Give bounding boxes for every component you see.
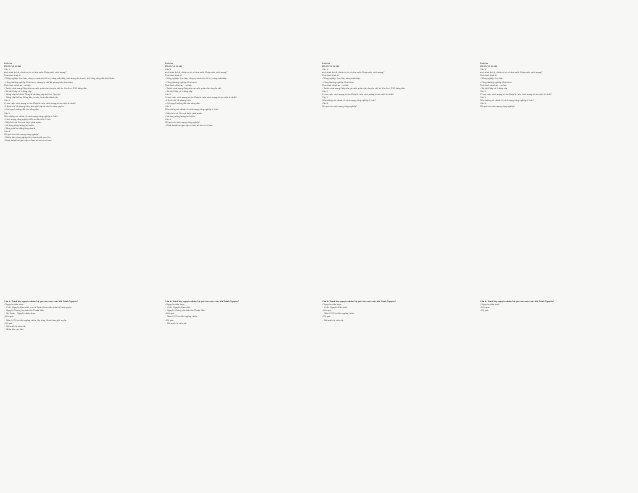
panel-text-line: + Họ Trịnh – Nguyễn đánh nhau. bbox=[4, 312, 36, 316]
panel-text-line: Câu 4: bbox=[480, 102, 487, 106]
panel-text-line: + Đất nước bị chia cắt. bbox=[322, 318, 344, 322]
panel-header-line: Lich Su bbox=[4, 62, 12, 65]
panel-text-line: trích kinh lịch 4, chính trị có sẽ như nước Pháp nước cách mạng? bbox=[4, 71, 67, 75]
panel-text-line: - Kết quả: bbox=[165, 312, 175, 316]
panel-text-line: - Công thương nghiệp: Phát triển. bbox=[165, 80, 198, 84]
panel-text-line: + Nhân dân cực khổ. bbox=[4, 327, 24, 331]
panel-header-line: Câu 4: Trình bày nguyên nhân, bộ quả của cuộc cuộc khi Trình Nguyễn? bbox=[322, 300, 397, 303]
panel-text-line: - Hệ quả: bbox=[322, 315, 331, 319]
panel-text-line: - Giải quyết ruộng đất cho nông dân. bbox=[4, 108, 40, 112]
panel-text-line: - Công thương nghiệp: Phát triển. bbox=[480, 80, 513, 84]
panel-text-line: - Nông nghiệp: Lạc hậu, công cụ canh tác thô sơ, năng suất thấp. bbox=[165, 77, 227, 81]
panel-text-line: Tình hình chính trị – xã hội: bbox=[322, 83, 349, 87]
panel-6 bbox=[165, 300, 315, 448]
panel-text-line: - Trước cách mạng Pháp tồn tại nước quân chủ chuyên chế do Vua Lu-i XVI đứng đầu. bbox=[322, 86, 406, 90]
panel-text-line: Vì sao cuộc cách mạng tư sản Pháp là cuộc cách mạng tư sản triệt để nhất? bbox=[480, 92, 552, 96]
panel-text-line: trích kinh lịch 4, chính trị có sẽ như nước Pháp nước cách mạng? bbox=[165, 71, 228, 75]
panel-text-line: Hệ quả của cách mạng công nghiệp? bbox=[165, 120, 201, 124]
panel-text-line: Hệ quả của cách mạng công nghiệp? bbox=[480, 105, 516, 109]
panel-7 bbox=[322, 300, 472, 448]
panel-text-line: + 1545: Nguyễn Kim chết. bbox=[322, 306, 348, 310]
panel-text-line: Nêu những nét chính về cách mạng công nghiệp ở Anh? bbox=[4, 114, 58, 118]
panel-text-line: - Kết quả: bbox=[322, 309, 332, 313]
panel-header-line: PHAN VI 12-201 bbox=[4, 65, 22, 69]
panel-text-line: - Trước cách mạng Pháp tồn tại nước quân chủ chuyên chế do Vua Lu-i XVI đứng đầu. bbox=[4, 86, 88, 90]
panel-text-line: - Công thương nghiệp: Phát triển, nhưng bị chế độ phong kiến kìm hãm. bbox=[4, 80, 74, 84]
panel-text-line: - Lật đổ chế độ phong kiến, đưa giai cấp tư sản lên cầm quyền. bbox=[4, 105, 65, 109]
panel-text-line: + Năm 1672 hai bên ngừng chiến. bbox=[322, 312, 355, 316]
panel-text-line: Tình hình chính trị – xã hội: bbox=[480, 83, 507, 87]
panel-text-line: Câu 4: bbox=[4, 130, 11, 134]
panel-text-line: - Máy kéo sợi Gien-ni được phát minh. bbox=[4, 120, 42, 124]
panel-text-line: + Năm 1672 hai bên ngừng chiến, lấy sông Gianh làm giới tuyến. bbox=[4, 318, 67, 322]
panel-text-line: Câu 1: bbox=[4, 68, 11, 72]
panel-text-line: - Nguyên nhân hoạt: bbox=[480, 303, 500, 307]
panel-text-line: Vì sao cuộc cách mạng tư sản Pháp là cuộc cách mạng tư sản triệt để nhất? bbox=[322, 92, 394, 96]
panel-text-line: - Kết quả: bbox=[480, 306, 490, 310]
panel-text-line: - Kết quả: bbox=[4, 315, 14, 319]
panel-header-line: Câu 4: Trình bày nguyên nhân, bộ quả của cuộc cuộc khi Trình Nguyễn? bbox=[4, 300, 79, 303]
panel-text-line: Câu 3: bbox=[4, 111, 11, 115]
panel-text-line: Câu 1: bbox=[322, 68, 329, 72]
panel-header-line: PHAN VI 12-201 bbox=[480, 65, 498, 69]
panel-text-line: - Trước cách mạng Pháp tồn tại nước quân chủ chuyên chế. bbox=[165, 86, 222, 90]
panel-5 bbox=[4, 300, 154, 448]
panel-text-line: Hệ quả của cách mạng công nghiệp? bbox=[4, 133, 40, 137]
panel-text-line: Vì sao cuộc cách mạng tư sản Pháp là cuộc cách mạng tư sản triệt để nhất? bbox=[165, 96, 237, 100]
panel-text-line: + Đất nước bị chia cắt. bbox=[165, 321, 187, 325]
panel-text-line: - Nhiều khu công nghiệp lớn, thành phố mọc lên. bbox=[4, 136, 52, 140]
panel-text-line: Tình hình chính trị – xã hội: bbox=[4, 83, 31, 87]
panel-text-line: Tình hình kinh tế: bbox=[322, 74, 340, 78]
panel-text-line: + 1545: Nguyễn Kim chết. bbox=[165, 306, 191, 310]
panel-text-line: Nêu những nét chính về cách mạng công nghiệp ở Anh? bbox=[480, 99, 534, 103]
panel-text-line: - Nông nghiệp: Lạc hậu, năng suất thấp. bbox=[322, 77, 361, 81]
panel-text-line: + Năm 1672 hai bên ngừng chiến. bbox=[165, 315, 198, 319]
panel-text-line: - Nguyên nhân hoạt: bbox=[165, 303, 185, 307]
panel-text-line: - Nông nghiệp: Lạc hậu. bbox=[480, 77, 504, 81]
panel-text-line: - Lật đổ chế độ phong kiến. bbox=[165, 99, 192, 103]
panel-text-line: - Năng suất lao động tăng nhanh. bbox=[4, 126, 36, 130]
panel-text-line: Câu 2: bbox=[480, 89, 487, 93]
panel-header-line: PHAN VI 12-201 bbox=[165, 65, 183, 69]
panel-text-line: Câu 1: bbox=[480, 68, 487, 72]
panel-text-line: - Công thương nghiệp: Phát triển. bbox=[322, 80, 355, 84]
panel-text-line: Tình hình kinh tế: bbox=[165, 74, 183, 78]
panel-text-line: Nêu những nét chính về cách mạng công nghiệp ở Anh? bbox=[165, 108, 219, 112]
panel-text-line: - Hình thành hai giai cấp cơ bản: tư sản và vô sản. bbox=[4, 139, 52, 143]
panel-header-line: Câu 4: Trình bày nguyên nhân, bộ quả của cuộc cuộc khi Trình Nguyễn? bbox=[165, 300, 240, 303]
panel-text-line: - Sử dụng năng lượng hơi nước. bbox=[165, 114, 196, 118]
panel-text-line: - Nguyên nhân hoạt: bbox=[4, 303, 24, 307]
panel-text-line: Nêu những nét chính về cách mạng công nghiệp ở Anh? bbox=[322, 99, 376, 103]
panel-text-line: Câu 4: bbox=[165, 117, 172, 121]
panel-4 bbox=[480, 62, 630, 252]
panel-header-line: PHAN VI 12-201 bbox=[322, 65, 340, 69]
panel-text-line: + Đẳng cấp thứ nhất: Tăng lữ và đẳng cấp thứ hai: Quý tộc. bbox=[4, 92, 61, 96]
panel-1 bbox=[4, 62, 154, 252]
panel-text-line: Câu 4: bbox=[322, 102, 329, 106]
panel-text-line: Câu 1: bbox=[165, 68, 172, 72]
panel-text-line: + 1545: Nguyễn Kim chết, con là Trịnh Kiểm nắm toàn bộ binh quyền. bbox=[4, 306, 72, 310]
panel-text-line: Câu 2: bbox=[322, 89, 329, 93]
panel-8 bbox=[480, 300, 630, 448]
panel-text-line: - Máy kéo sợi Gien-ni được phát minh. bbox=[165, 111, 203, 115]
panel-text-line: Câu 3: bbox=[322, 96, 329, 100]
panel-text-line: Tình hình kinh tế: bbox=[480, 74, 498, 78]
panel-header-line: Câu 4: Trình bày nguyên nhân, bộ quả của cuộc cuộc khi Trình Nguyễn? bbox=[480, 300, 555, 303]
panel-text-line: - Sử dụng năng lượng hơi nước. bbox=[4, 123, 35, 127]
panel-text-line: Câu 2: bbox=[4, 99, 11, 103]
panel-header-line: Lich Su bbox=[322, 62, 330, 65]
panel-header-line: Lich Su bbox=[480, 62, 488, 65]
panel-text-line: Tình hình chính trị – xã hội: bbox=[165, 83, 192, 87]
panel-text-line: - Nông nghiệp: Lạc hậu, công cụ canh tác thô sơ, năng suất thấp, tình trạng thu hoạch, đời sống nông dân khó khăn. bbox=[4, 77, 115, 81]
panel-text-line: + Nguyễn Hoàng vào trấn thủ Thuận Hóa. bbox=[4, 309, 45, 313]
panel-header-line: Lich Su bbox=[165, 62, 173, 65]
panel-text-line: Câu 3: bbox=[165, 105, 172, 109]
panel-text-line: Tình hình kinh tế: bbox=[4, 74, 22, 78]
panel-text-line: Câu 3: bbox=[480, 96, 487, 100]
panel-text-line: Câu 2: bbox=[165, 92, 172, 96]
panel-text-line: - Hình thành hai giai cấp cơ bản: tư sản và vô sản. bbox=[165, 123, 213, 127]
panel-text-line: Hệ quả của cách mạng công nghiệp? bbox=[322, 105, 358, 109]
panel-text-line: + Đẳng cấp thứ ba: Nông dân, tư sản, bình dân thành thị. bbox=[4, 96, 59, 100]
panel-3 bbox=[322, 62, 472, 252]
panel-text-line: trích kinh lịch 4, chính trị có sẽ như nước Pháp nước cách mạng? bbox=[480, 71, 543, 75]
panel-text-line: trích kinh lịch 4, chính trị có sẽ như nước Pháp nước cách mạng? bbox=[322, 71, 385, 75]
panel-text-line: - Xã hội Pháp có 3 đẳng cấp: bbox=[4, 89, 32, 93]
panel-2 bbox=[165, 62, 315, 252]
panel-text-line: - Hệ quả: bbox=[4, 321, 13, 325]
panel-text-line: + Nguyễn Hoàng vào trấn thủ Thuận Hóa. bbox=[165, 309, 206, 313]
panel-text-line: - Nguyên nhân hoạt: bbox=[322, 303, 342, 307]
panel-text-line: - Hệ quả: bbox=[165, 318, 174, 322]
panel-text-line: - Hệ quả: bbox=[480, 309, 489, 313]
panel-text-line: - Xã hội Pháp có 3 đẳng cấp. bbox=[165, 89, 193, 93]
panel-text-line: - Cách mạng công nghiệp diễn ra đầu tiên ở Anh. bbox=[4, 117, 52, 121]
panel-text-line: - Xã hội Pháp có 3 đẳng cấp. bbox=[480, 86, 508, 90]
panel-text-line: - Giải quyết ruộng đất cho nông dân. bbox=[165, 102, 201, 106]
panel-text-line: Vì sao cuộc cách mạng tư sản Pháp là cuộc cách mạng tư sản triệt để nhất? bbox=[4, 102, 76, 106]
panel-text-line: + Đất nước bị chia cắt. bbox=[4, 324, 26, 328]
